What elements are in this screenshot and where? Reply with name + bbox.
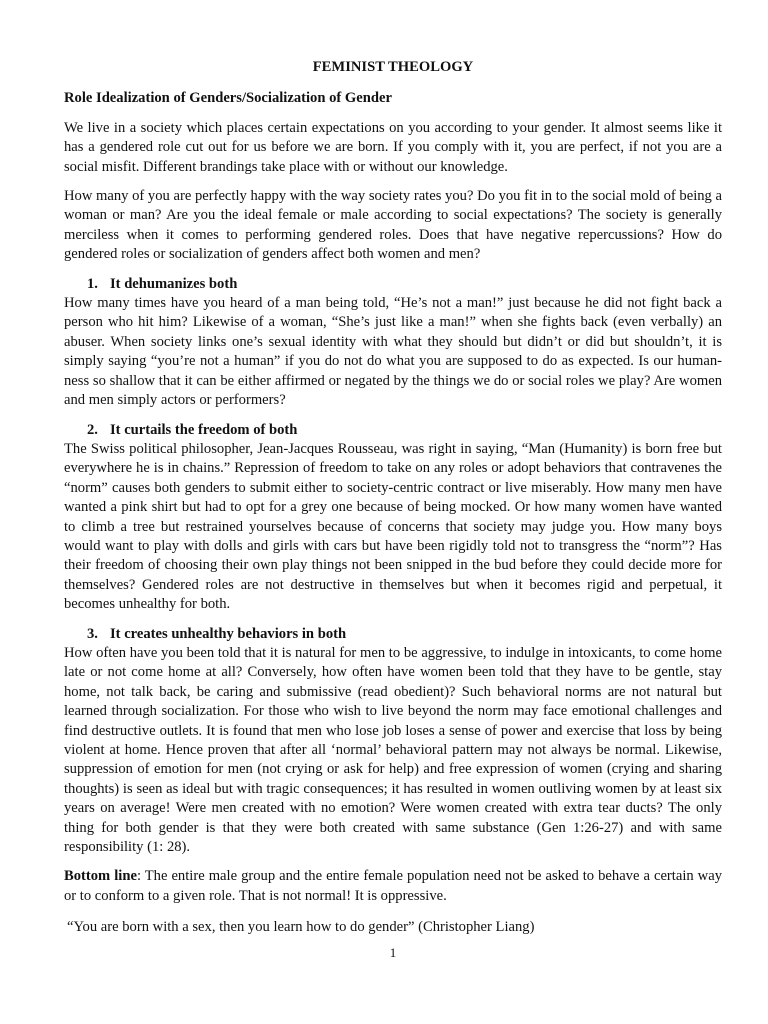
page-number: 1: [389, 945, 397, 960]
section-body: How many times have you heard of a man being told, “He’s not a man!” just because he did not fight back a person who hit him? Likewise of a woman, “She’s just like a man!” when she fights back (even verbally) an abuser. When society links one’s sexual identity with what they should but didn’t or did but shouldn’t, it is simply saying “you’re not a human” if you do not do what you are supposed to do as expected. Is our human-ness so shallow that it can be either affirmed or negated by the things we do or social roles we play? Are women and men simply actors or performers?: [64, 295, 722, 409]
section-body: The Swiss political philosopher, Jean-Jacques Rousseau, was right in saying, “Man (Humanity) is born free but everywhere he is in chains.” Repression of freedom to take on any roles or adopt behaviors that contravenes the “norm” causes both genders to submit either to society-centric contract or live miserably. How many men have wanted a pink shirt but had to opt for a grey one because of being mocked. Or how many women have wanted to climb a tree but restrained yourselves because of concerns that society may judge you. How many boys would want to play with dolls and girls with cars but have been rigidly told not to transgress the “norm”? Has their freedom of choosing their own play things not been snipped in the bud before they could decide more for themselves? Gendered roles are not destructive in themselves but when it becomes rigid and perpetual, it becomes unhealthy for both.: [64, 440, 722, 613]
section-heading: [64, 625, 722, 644]
document-title: FEMINIST THEOLOGY: [312, 59, 474, 75]
bottom-line-label: Bottom line: [64, 868, 137, 885]
closing-quote: “You are born with a sex, then you learn how to do gender” (Christopher Liang): [67, 919, 535, 936]
section-number: 1.: [87, 275, 98, 292]
bottom-line-paragraph: [64, 867, 722, 906]
intro-paragraph: We live in a society which places certain expectations on you according to your gender. It almost seems like it has a gendered role cut out for us before we are born. If you comply with it, you are perfect, if not you are a social misfit. Different brandings take place with or without our knowledge.: [64, 119, 722, 175]
section-title: It curtails the freedom of both: [110, 421, 298, 438]
section-number: 2.: [87, 421, 98, 438]
section-heading: [64, 275, 722, 294]
bottom-line-text: : The entire male group and the entire female population need not be asked to behave a certain way or to conform to a given role. That is not normal! It is oppressive.: [64, 868, 722, 904]
document-subtitle: Role Idealization of Genders/Socialization of Gender: [64, 90, 392, 107]
intro-paragraph: How many of you are perfectly happy with the way society rates you? Do you fit in to the social mold of being a woman or man? Are you the ideal female or male according to social expectations? The society is generally merciless when it comes to performing gendered roles. Does that have negative repercussions? How do gendered roles or socialization of genders affect both women and men?: [64, 188, 722, 263]
section-heading: [64, 421, 722, 440]
section-title: It creates unhealthy behaviors in both: [110, 625, 347, 642]
section-title: It dehumanizes both: [110, 275, 238, 292]
section-body: How often have you been told that it is natural for men to be aggressive, to indulge in intoxicants, to come home late or not come home at all? Conversely, how often have women been told that they have to be gentle, stay home, not talk back, be caring and submissive (read obedient)? Such behavioral norms are not natural but learned through socialization. For those who wish to live beyond the norm may face emotional challenges and find destructive outlets. It is found that men who lose job loses a sense of power and exercise that loss by being violent at home. Hence proven that after all ‘normal’ behavioral pattern may not always be normal. Likewise, suppression of emotion for men (not crying or ask for help) and free expression of women (crying and sharing thoughts) is seen as ideal but with tragic consequences; it has resulted in women outliving women by at least six years on average! Were men created with no emotion? Were women created with extra tear ducts? The only thing for both gender is that they were both created with same substance (Gen 1:26-27) and with same responsibility (1: 28).: [64, 644, 722, 856]
section-number: 3.: [87, 625, 98, 642]
document-page: [64, 58, 722, 938]
